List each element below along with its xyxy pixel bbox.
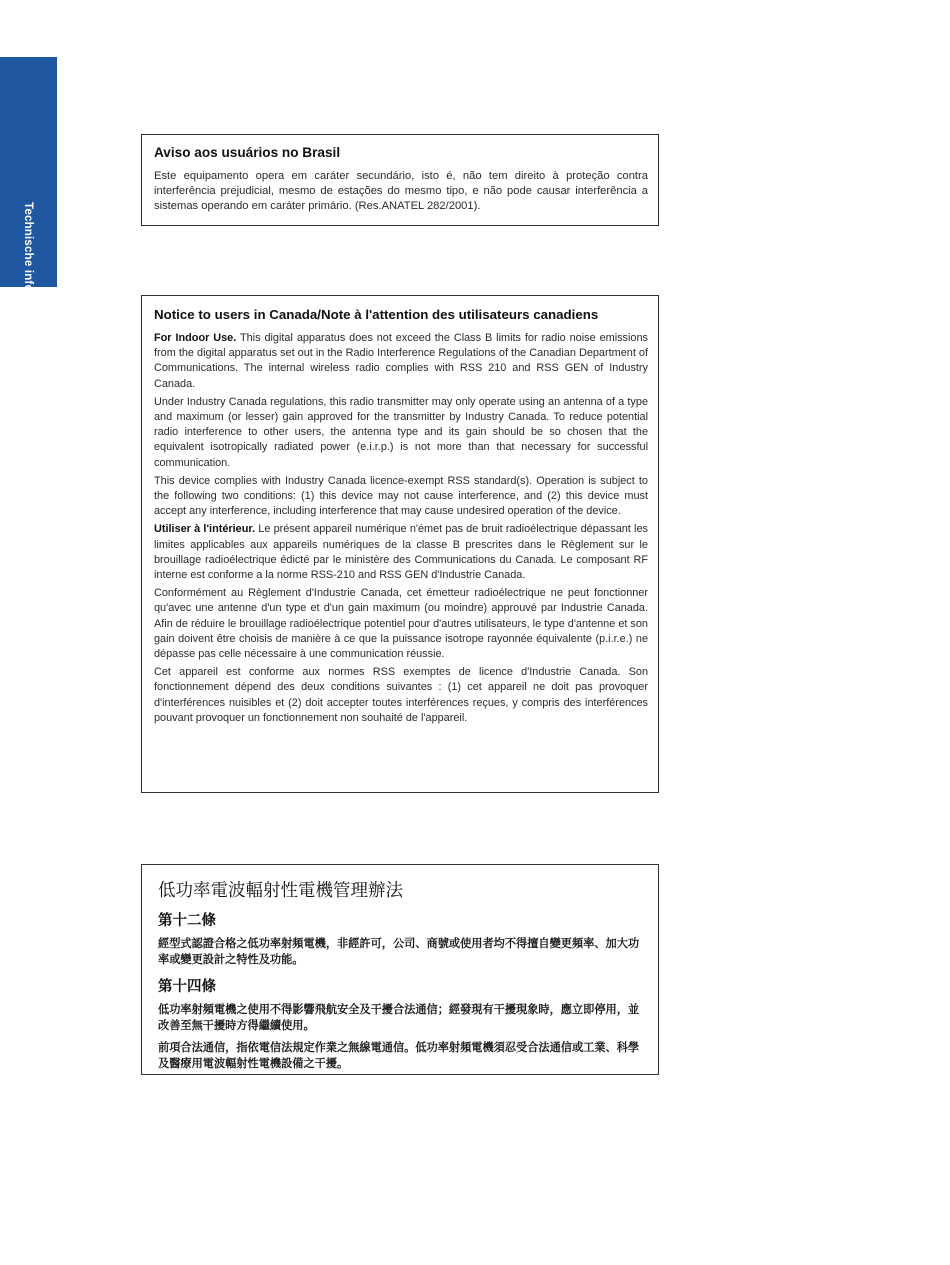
canada-indoor-use-lead: For Indoor Use.	[154, 332, 237, 344]
canada-indoor-use-text: This digital apparatus does not exceed the Class B limits for radio noise emissions from the digital apparatus set out in the Radio Interference Regulations of the Canadian Department of Communications. The internal wireless radio complies with RSS 210 and RSS GEN of Industry Canada.	[154, 332, 648, 390]
brazil-notice-body: Este equipamento opera em caráter secundário, isto é, não tem direito à proteção contra interferência prejudicial, mesmo de estações do mesmo tipo, e não pode causar interferência a sistemas operando em caráter primário. (Res.ANATEL 282/2001).	[154, 170, 648, 212]
canada-paragraph-utiliser	[154, 522, 648, 583]
taiwan-article-14-heading: 第十四條	[158, 979, 216, 995]
canada-notice-title: Notice to users in Canada/Note à l'attention des utilisateurs canadiens	[154, 307, 599, 322]
taiwan-article-14-text-1: 低功率射頻電機之使用不得影響飛航安全及干擾合法通信；經發現有干擾現象時，應立即停用，並改善至無干擾時方得繼續使用。	[158, 1004, 640, 1032]
section-side-tab	[0, 57, 57, 328]
canada-notice-box	[141, 295, 659, 793]
brazil-notice-box	[141, 134, 659, 226]
canada-paragraph-indoor-use	[154, 331, 648, 392]
canada-utiliser-lead: Utiliser à l'intérieur.	[154, 523, 256, 536]
canada-paragraph-licence-exempt: This device complies with Industry Canada licence-exempt RSS standard(s). Operation is subject to the following two conditions: (1) this device may not cause interference, and (2) this device must accept any interference, including interference that may cause undesired operation of the device.	[154, 474, 648, 518]
canada-paragraph-exemptes: Cet appareil est conforme aux normes RSS exemptes de licence d'Industrie Canada. Son fonctionnement dépend des deux conditions suivantes : (1) cet appareil ne doit pas provoquer d'interférences nuisibles et (2) doit accepter toutes interférences reçues, y compris des interférences pouvant provoquer un fonctionnement non souhaité de l'appareil.	[154, 666, 648, 724]
taiwan-article-12-text: 經型式認證合格之低功率射頻電機，非經許可，公司、商號或使用者均不得擅自變更頻率、加大功率或變更設計之特性及功能。	[158, 938, 640, 966]
brazil-notice-title: Aviso aos usuários no Brasil	[154, 145, 341, 160]
canada-utiliser-text: Le présent appareil numérique n'émet pas de bruit radioélectrique dépassant les limites applicables aux appareils numériques de la classe B prescrites dans le Règlement sur le brouillage radioélectrique édicté par le ministère des Communications du Canada. Le composant RF interne est conforme a la norme RSS-210 and RSS GEN d'Industrie Canada.	[154, 523, 648, 582]
canada-paragraph-antenna: Under Industry Canada regulations, this radio transmitter may only operate using an antenna of a type and maximum (or lesser) gain approved for the transmitter by Industry Canada. To reduce potential radio interference to other users, the antenna type and its gain should be so chosen that the equivalent isotropically radiated power (e.i.r.p.) is not more than that necessary for successful communication.	[154, 395, 648, 469]
taiwan-notice-title: 低功率電波輻射性電機管理辦法	[158, 880, 403, 900]
taiwan-article-14-text-2: 前項合法通信，指依電信法規定作業之無線電通信。低功率射頻電機須忍受合法通信或工業、科學及醫療用電波輻射性電機設備之干擾。	[158, 1042, 640, 1070]
taiwan-article-12-heading: 第十二條	[158, 913, 216, 929]
side-tab-label: Technische informatie	[22, 202, 34, 328]
taiwan-notice-box	[141, 864, 659, 1075]
canada-paragraph-conformement: Conformément au Règlement d'Industrie Canada, cet émetteur radioélectrique ne peut fonctionner qu'avec une antenne d'un type et d'un gain maximum (ou moindre) approuvé par Industrie Canada. Afin de réduire le brouillage radioélectrique potentiel pour d'autres utilisateurs, le type d'antenne et son gain doivent être choisis de manière à ce que la puissance isotrope rayonnée équivalente (p.i.r.e.) ne dépasse pas celle nécessaire à une communication réussie.	[154, 587, 648, 661]
